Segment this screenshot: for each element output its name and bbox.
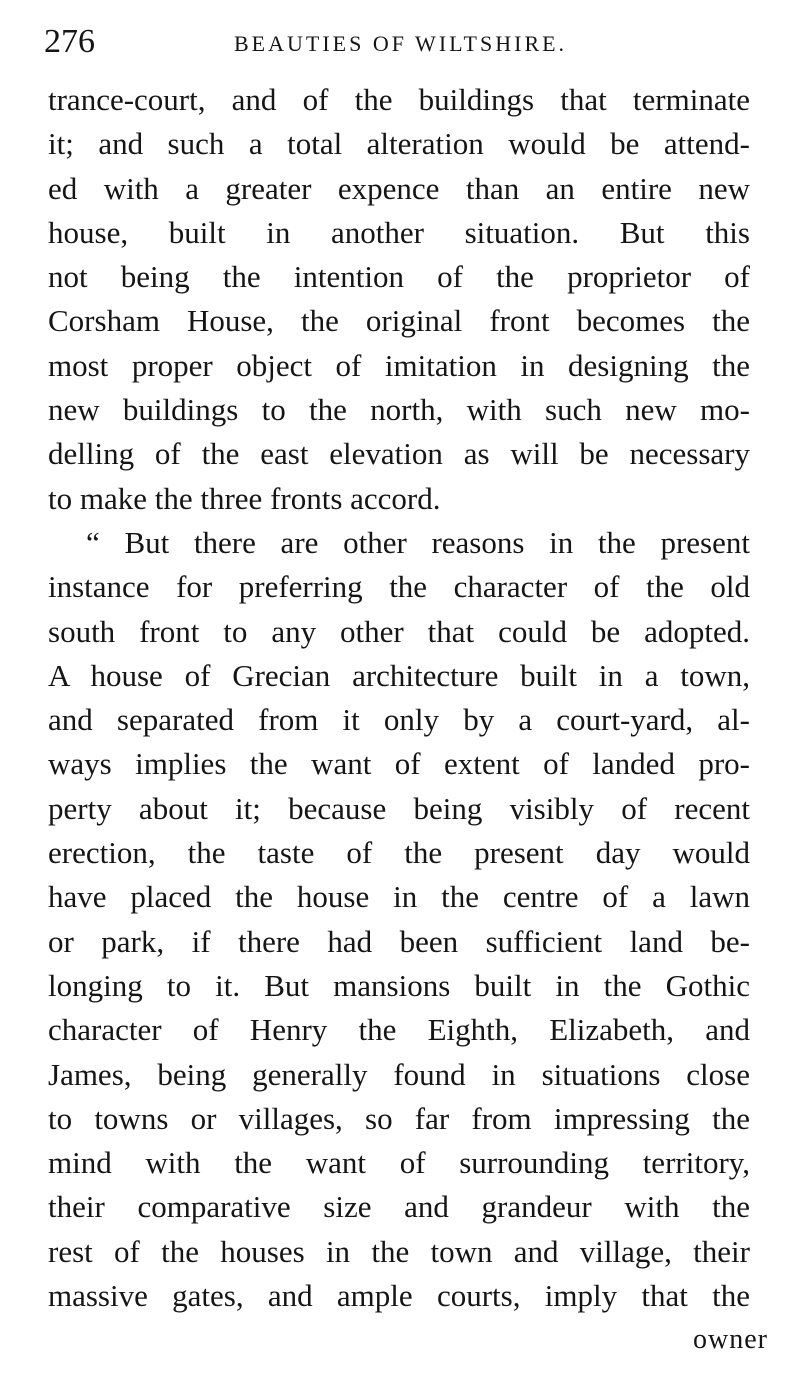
- text-line: ways implies the want of extent of landed pro-: [48, 746, 750, 782]
- running-head: BEAUTIES OF WILTSHIRE.: [234, 31, 568, 56]
- text-line: or park, if there had been sufficient land be-: [48, 923, 750, 959]
- text-line: rest of the houses in the town and village, their: [48, 1233, 750, 1269]
- text-line: and separated from it only by a court-yard, al-: [48, 702, 750, 738]
- text-line: longing to it. But mansions built in the Gothic: [48, 967, 750, 1003]
- text-line: ed with a greater expence than an entire new: [48, 170, 750, 206]
- text-line: erection, the taste of the present day would: [48, 835, 750, 871]
- text-line: “ But there are other reasons in the present: [86, 524, 750, 560]
- text-line: trance-court, and of the buildings that terminate: [48, 82, 750, 117]
- text-line: perty about it; because being visibly of recent: [48, 790, 750, 826]
- body-text: [48, 78, 750, 1318]
- text-line: instance for preferring the character of the old: [48, 569, 750, 605]
- text-line: mind with the want of surrounding territory,: [48, 1145, 750, 1181]
- text-line: to make the three fronts accord.: [48, 480, 441, 516]
- catchword: owner: [693, 1324, 768, 1355]
- text-line: south front to any other that could be adopted.: [48, 613, 750, 649]
- text-line: house, built in another situation. But this: [48, 214, 750, 250]
- text-line: most proper object of imitation in designing the: [48, 347, 750, 383]
- text-line: character of Henry the Eighth, Elizabeth, and: [48, 1012, 750, 1048]
- text-line: it; and such a total alteration would be attend-: [48, 126, 750, 162]
- text-line: have placed the house in the centre of a lawn: [48, 879, 750, 915]
- text-line: A house of Grecian architecture built in a town,: [48, 657, 750, 693]
- text-line: massive gates, and ample courts, imply that the: [48, 1278, 750, 1314]
- text-line: not being the intention of the proprietor of: [48, 259, 750, 295]
- text-line: to towns or villages, so far from impressing the: [48, 1100, 750, 1136]
- text-line: James, being generally found in situations close: [48, 1056, 750, 1092]
- text-line: their comparative size and grandeur with the: [48, 1189, 750, 1225]
- text-line: Corsham House, the original front becomes the: [48, 303, 750, 339]
- page-number: 276: [44, 23, 95, 60]
- text-line: new buildings to the north, with such new mo-: [48, 392, 750, 428]
- page-header: [44, 22, 750, 62]
- text-line: delling of the east elevation as will be necessary: [48, 436, 750, 472]
